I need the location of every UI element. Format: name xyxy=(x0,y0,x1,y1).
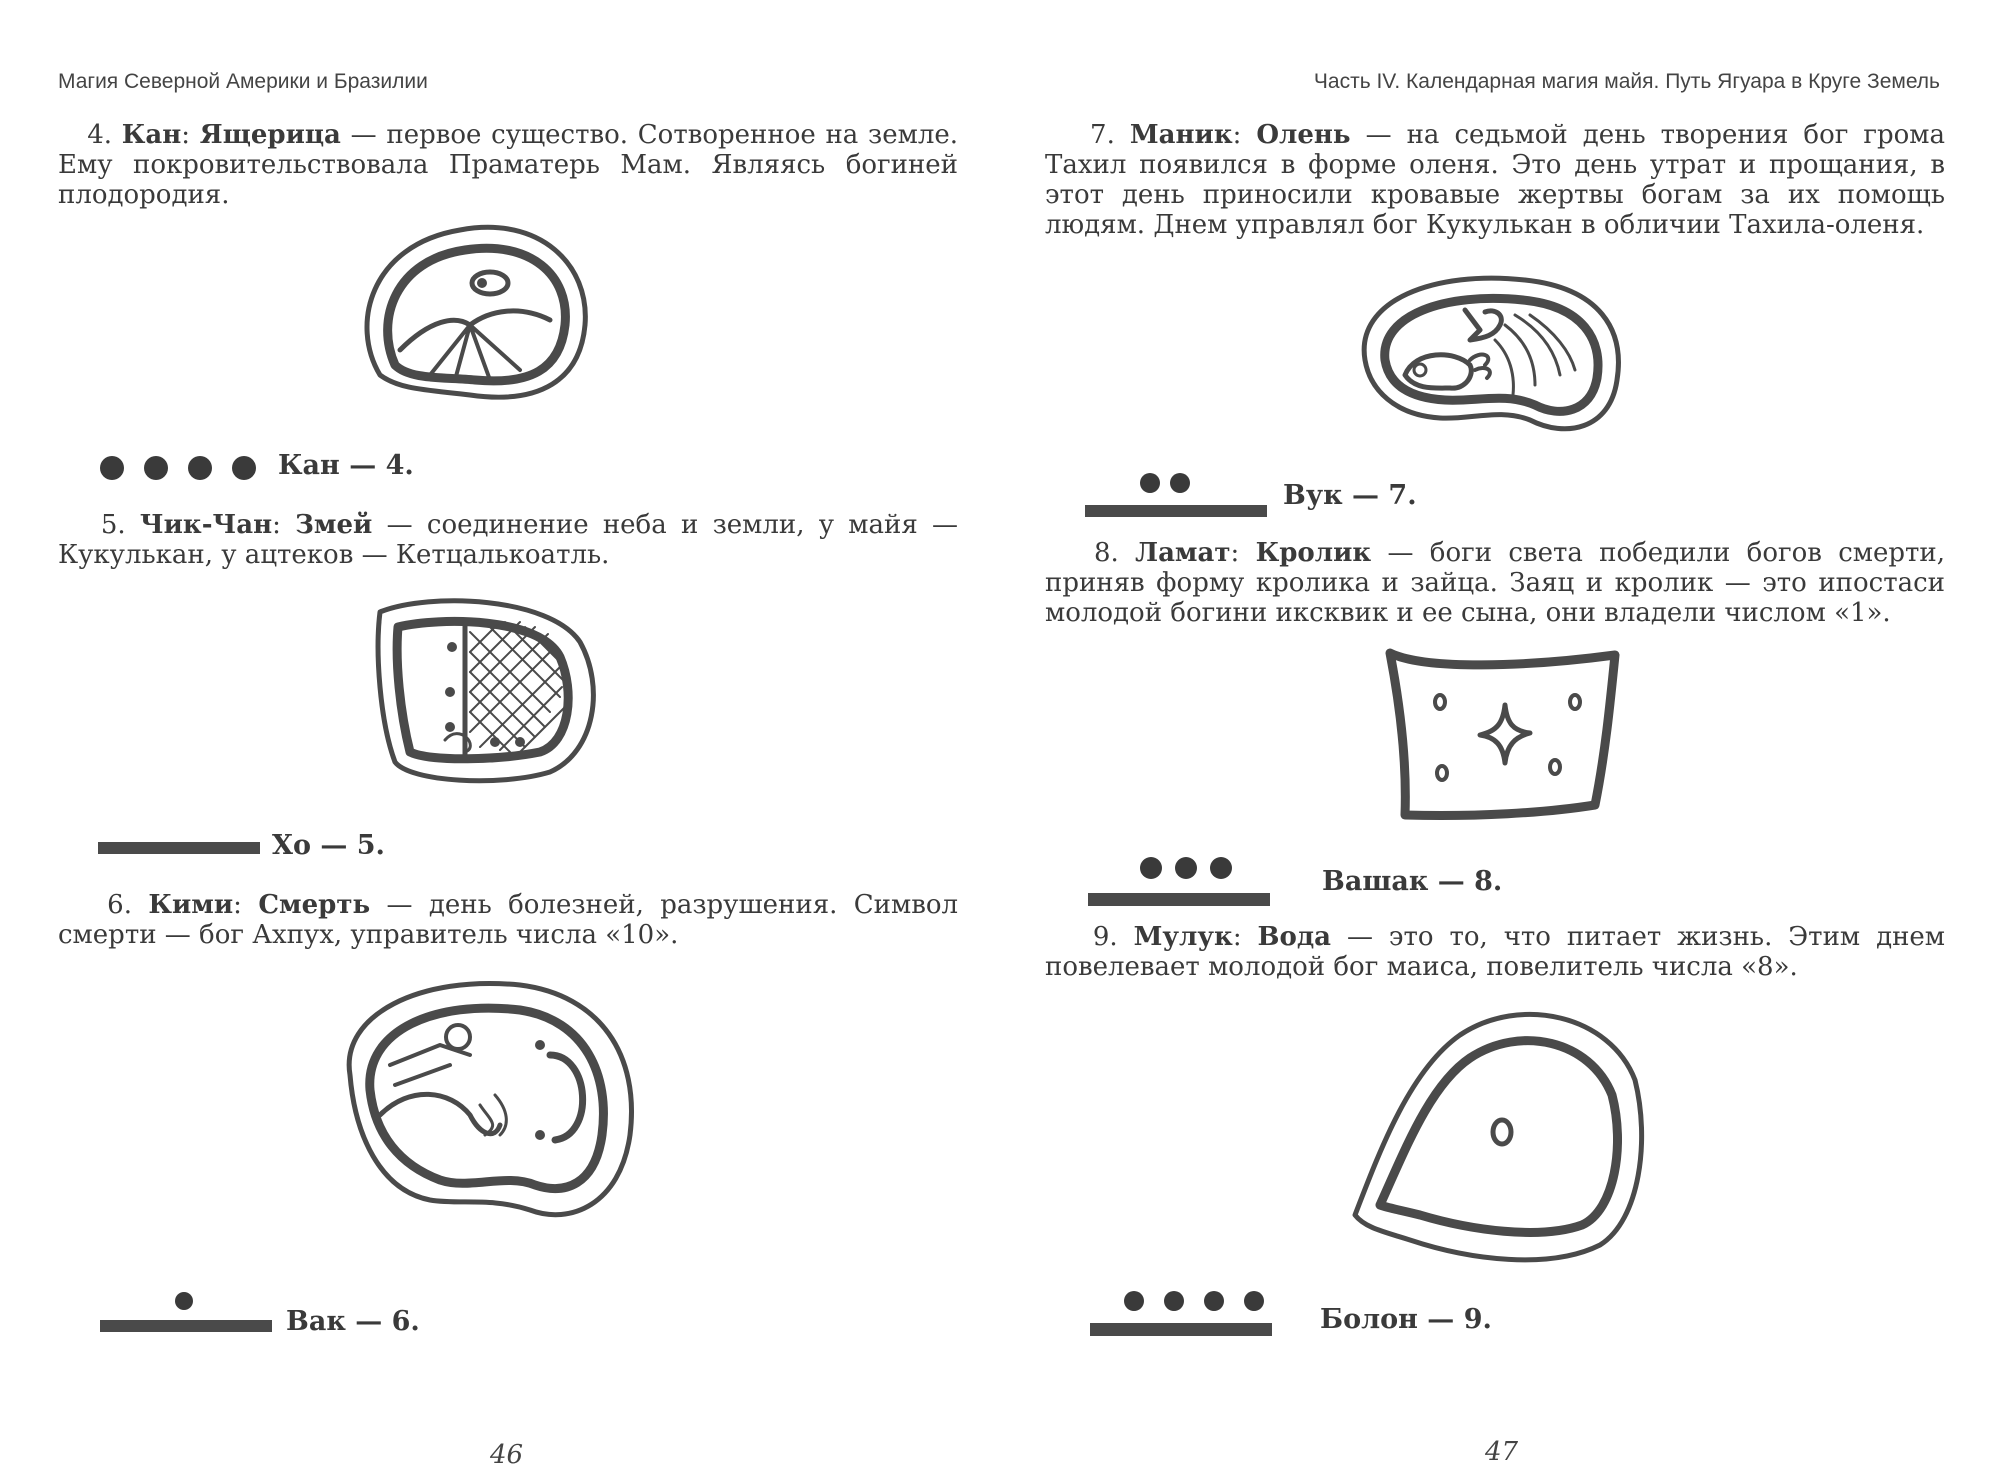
entry-5-paragraph: 5. Чик-Чан: Змей — соединение неба и земли, у майя — Кукулькан, у ацтеков — Кетцалькоатль. xyxy=(58,510,959,570)
numeral-vak-6 xyxy=(100,1290,275,1335)
rabbit-glyph-icon xyxy=(1385,645,1625,825)
numeral-label-vak: Вак — 6. xyxy=(286,1306,420,1337)
entry-8-paragraph: 8. Ламат: Кролик — боги света победили богов смерти, приняв форму кролика и зайца. Заяц и кролик — это ипостаси молодой богини иксквик и ее сына, они владели числом «1». xyxy=(1045,538,1946,628)
numeral-vashak-8 xyxy=(1088,855,1273,910)
numeral-label-bolon: Болон — 9. xyxy=(1320,1304,1492,1335)
entry-7-paragraph: 7. Маник: Олень — на седьмой день творения бог грома Тахил появился в форме оленя. Это день утрат и прощания, в этот день приносили кровавые жертвы богам за их помощь людям. Днем управлял бог Кукулькан в обличии Тахила-оленя. xyxy=(1045,120,1946,240)
numeral-label-vashak: Вашак — 8. xyxy=(1322,866,1503,897)
entry-7-name: Маник xyxy=(1129,120,1233,150)
entry-9-paragraph: 9. Мулук: Вода — это то, что питает жизнь. Этим днем повелевает молодой бог маиса, повелитель числа «8». xyxy=(1045,922,1946,982)
entry-4-meaning: Ящерица xyxy=(199,120,341,150)
serpent-glyph-icon xyxy=(370,592,600,792)
numeral-label-vuk: Вук — 7. xyxy=(1283,480,1417,511)
numeral-kan-4 xyxy=(98,448,268,488)
entry-8-name: Ламат xyxy=(1135,538,1231,568)
running-head-left: Магия Северной Америки и Бразилии xyxy=(58,70,428,93)
entry-4-paragraph: 4. Кан: Ящерица — первое существо. Сотворенное на земле. Ему покровительствовала Праматерь Мам. Являясь богиней плодородия. xyxy=(58,120,958,210)
page-number-right: 47 xyxy=(1485,1437,1519,1467)
numeral-bolon-9 xyxy=(1090,1290,1275,1340)
lizard-glyph-icon xyxy=(350,215,600,415)
entry-6-meaning: Смерть xyxy=(258,890,371,920)
death-glyph-icon xyxy=(340,975,640,1225)
entry-9-meaning: Вода xyxy=(1257,922,1332,952)
entry-4-name: Кан xyxy=(121,120,182,150)
entry-7-meaning: Олень xyxy=(1256,120,1351,150)
numeral-vuk-7 xyxy=(1085,470,1270,520)
entry-5-meaning: Змей xyxy=(295,510,373,540)
numeral-label-kan: Кан — 4. xyxy=(278,450,414,481)
numeral-kho-5 xyxy=(98,840,263,856)
entry-6-paragraph: 6. Кими: Смерть — день болезней, разрушения. Символ смерти — бог Ахпух, управитель числа «10». xyxy=(58,890,959,950)
water-glyph-icon xyxy=(1350,1000,1650,1270)
page-number-left: 46 xyxy=(490,1440,524,1470)
entry-8-meaning: Кролик xyxy=(1255,538,1372,568)
entry-6-name: Кими xyxy=(148,890,234,920)
entry-9-name: Мулук xyxy=(1133,922,1233,952)
deer-glyph-icon xyxy=(1355,270,1625,440)
running-head-right: Часть IV. Календарная магия майя. Путь Ягуара в Круге Земель xyxy=(1313,70,1940,93)
entry-5-name: Чик-Чан xyxy=(139,510,273,540)
numeral-label-kho: Хо — 5. xyxy=(272,830,385,861)
